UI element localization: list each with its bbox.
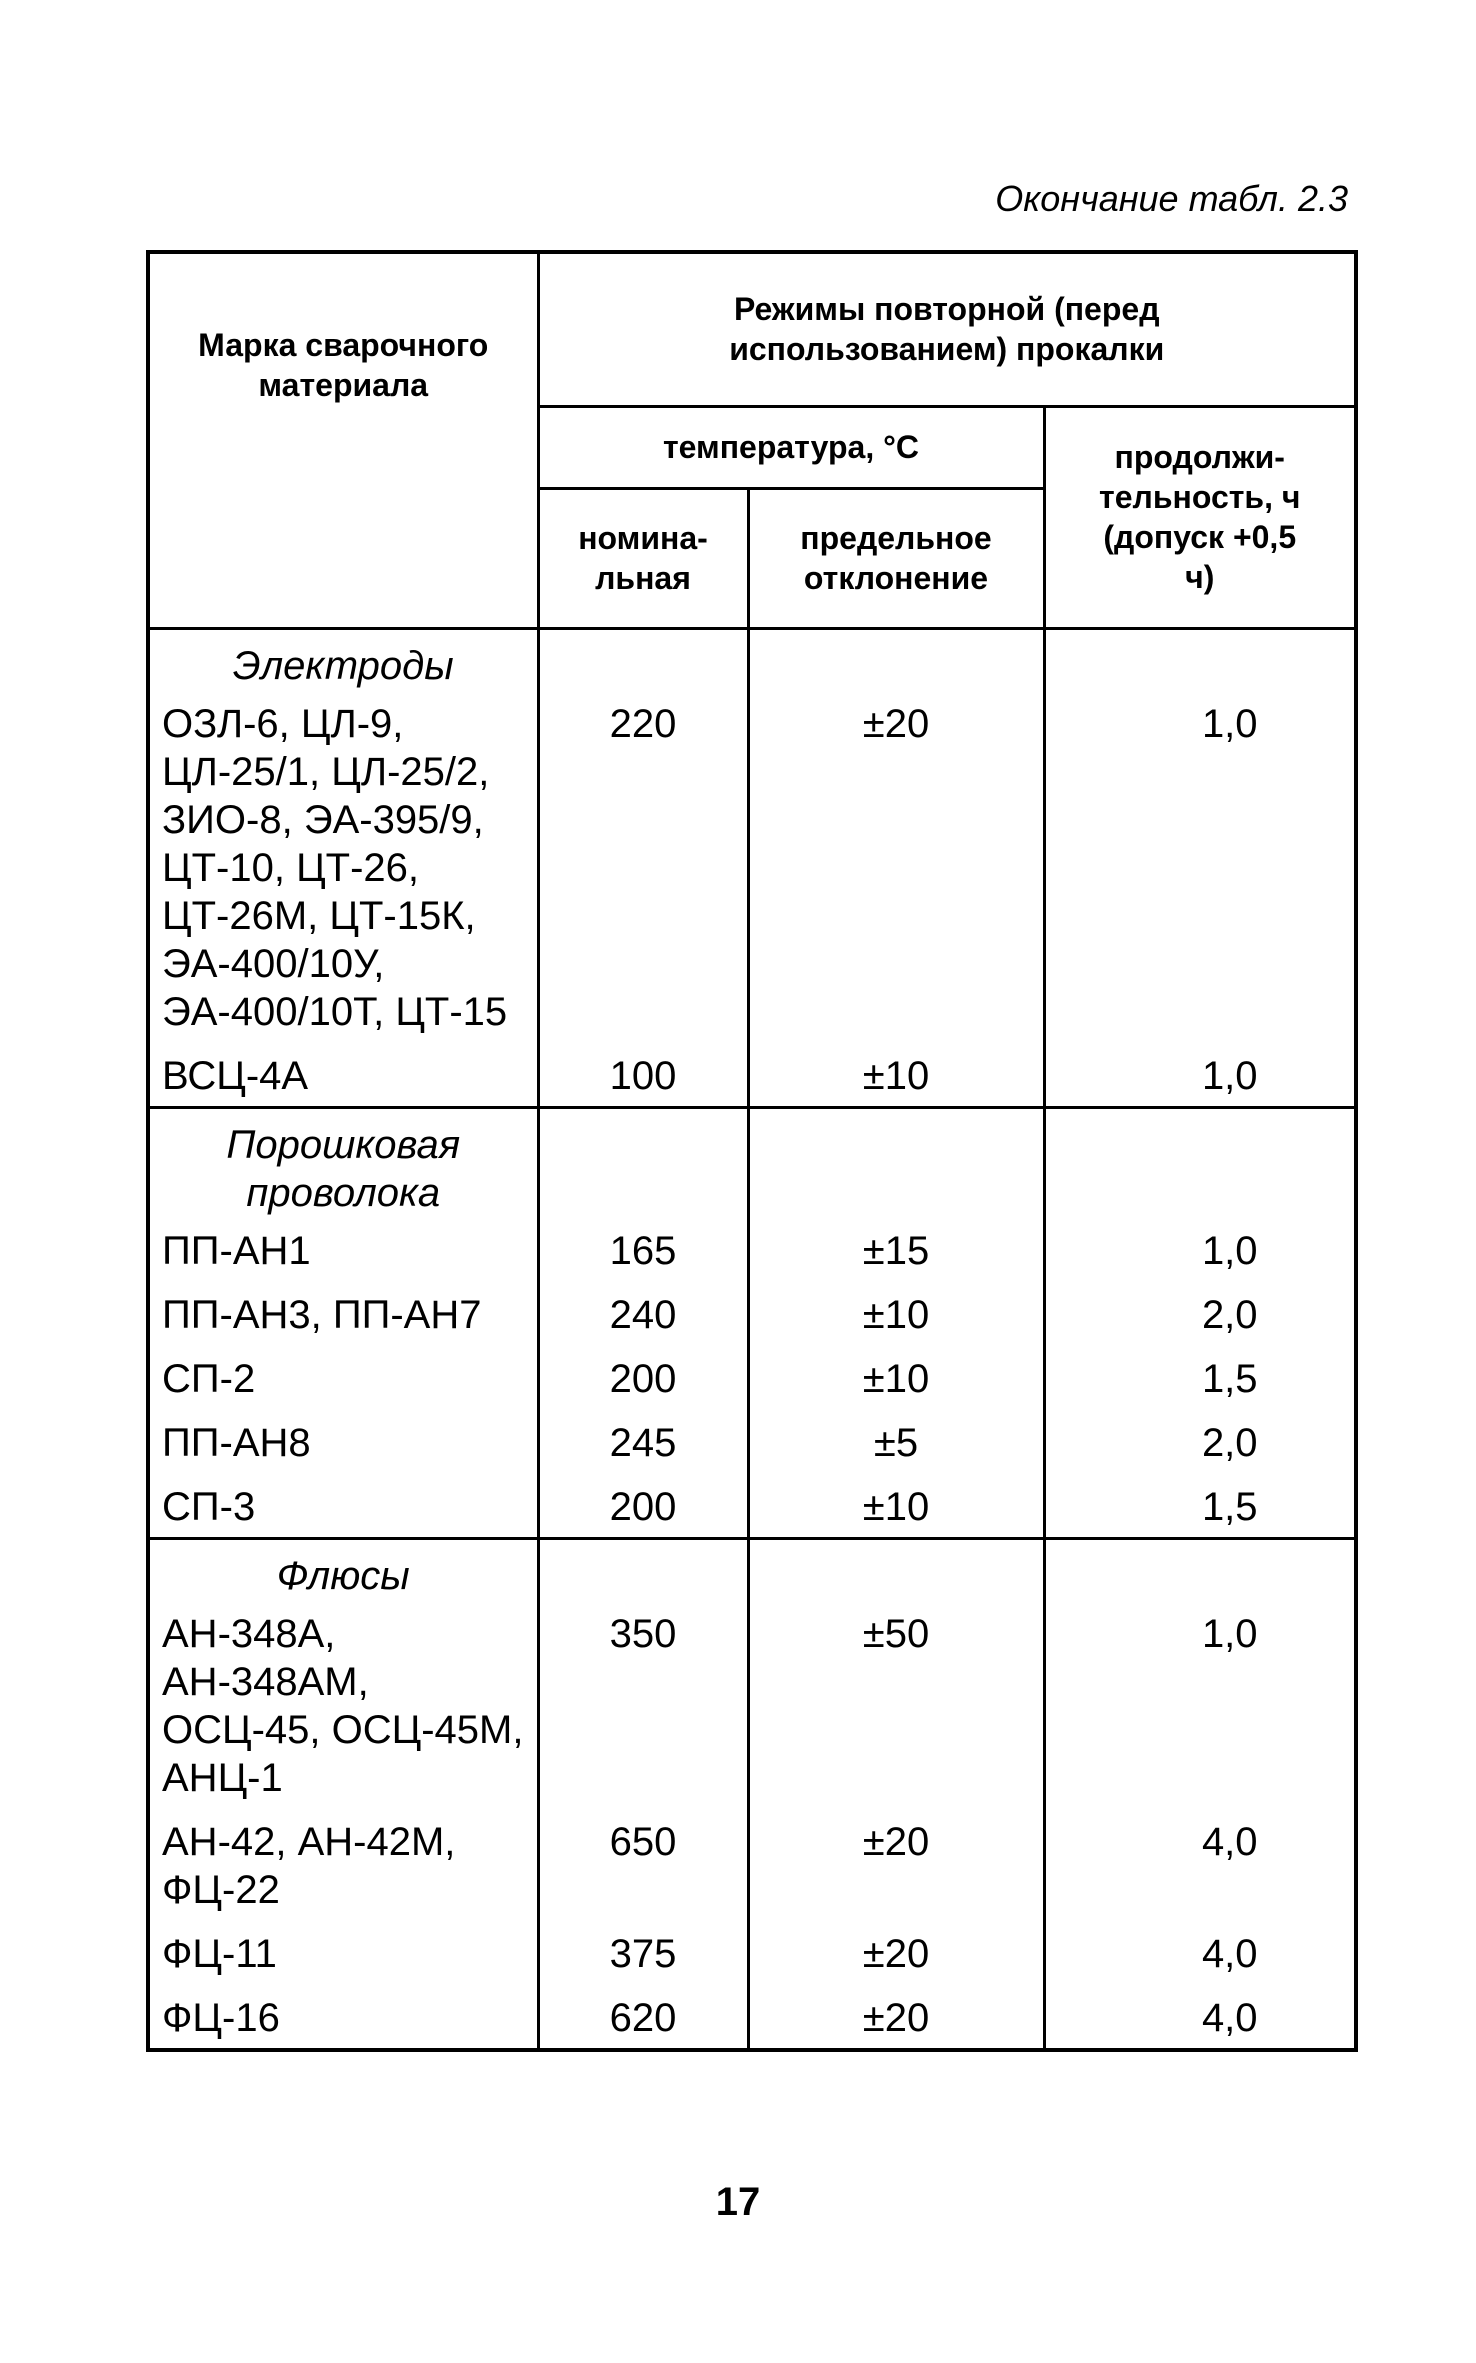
nominal-temperature-cell: 650: [538, 1808, 748, 1920]
duration-cell: 2,0: [1044, 1409, 1356, 1473]
material-name-cell: АН-42, АН-42М, ФЦ-22: [148, 1808, 538, 1920]
table-row: [148, 1042, 1356, 1108]
section-empty-cell: [538, 1107, 748, 1217]
duration-cell: 2,0: [1044, 1281, 1356, 1345]
material-name-cell: ПП-АН1: [148, 1217, 538, 1281]
header-deviation: предельное отклонение: [748, 488, 1044, 628]
section-empty-cell: [748, 628, 1044, 690]
nominal-temperature-cell: 200: [538, 1473, 748, 1539]
nominal-temperature-cell: 165: [538, 1217, 748, 1281]
page-number: 17: [715, 2180, 761, 2224]
table-row: [148, 1345, 1356, 1409]
deviation-cell: ±20: [748, 690, 1044, 1042]
header-nominal: номина-льная: [538, 488, 748, 628]
material-name-cell: ПП-АН8: [148, 1409, 538, 1473]
material-name-cell: ПП-АН3, ПП-АН7: [148, 1281, 538, 1345]
table-caption: Окончание табл. 2.3: [995, 178, 1348, 219]
section-empty-cell: [1044, 1538, 1356, 1600]
welding-materials-table: [146, 250, 1358, 2052]
duration-cell: 4,0: [1044, 1808, 1356, 1920]
material-name-cell: СП-2: [148, 1345, 538, 1409]
section-empty-cell: [538, 628, 748, 690]
duration-cell: 4,0: [1044, 1984, 1356, 2050]
table-row: [148, 1984, 1356, 2050]
header-material: Марка сварочного материала: [148, 252, 538, 628]
duration-cell: 1,5: [1044, 1473, 1356, 1539]
section-empty-cell: [538, 1538, 748, 1600]
table-body: [148, 628, 1356, 2050]
deviation-cell: ±5: [748, 1409, 1044, 1473]
section-empty-cell: [748, 1538, 1044, 1600]
table-row: [148, 1473, 1356, 1539]
material-name-cell: ФЦ-11: [148, 1920, 538, 1984]
section-empty-cell: [748, 1107, 1044, 1217]
deviation-cell: ±20: [748, 1808, 1044, 1920]
header-temperature: температура, °С: [538, 406, 1044, 488]
nominal-temperature-cell: 240: [538, 1281, 748, 1345]
table-row: [148, 1281, 1356, 1345]
section-row: [148, 1538, 1356, 1600]
section-row: [148, 1107, 1356, 1217]
deviation-cell: ±10: [748, 1281, 1044, 1345]
table-row: [148, 690, 1356, 1042]
material-name-cell: АН-348А, АН-348АМ, ОСЦ-45, ОСЦ-45М, АНЦ-1: [148, 1600, 538, 1808]
table-row: [148, 1217, 1356, 1281]
material-name-cell: ВСЦ-4А: [148, 1042, 538, 1108]
table-row: [148, 1808, 1356, 1920]
section-row: [148, 628, 1356, 690]
nominal-temperature-cell: 245: [538, 1409, 748, 1473]
nominal-temperature-cell: 620: [538, 1984, 748, 2050]
nominal-temperature-cell: 100: [538, 1042, 748, 1108]
section-title: Флюсы: [148, 1538, 538, 1600]
section-empty-cell: [1044, 1107, 1356, 1217]
deviation-cell: ±10: [748, 1473, 1044, 1539]
deviation-cell: ±10: [748, 1345, 1044, 1409]
duration-cell: 4,0: [1044, 1920, 1356, 1984]
duration-cell: 1,5: [1044, 1345, 1356, 1409]
table-row: [148, 1600, 1356, 1808]
header-duration: продолжи-тельность, ч (допуск +0,5 ч): [1044, 406, 1356, 628]
deviation-cell: ±20: [748, 1920, 1044, 1984]
material-name-cell: ОЗЛ-6, ЦЛ-9, ЦЛ-25/1, ЦЛ-25/2, ЗИО-8, ЭА-395/9, ЦТ-10, ЦТ-26, ЦТ-26М, ЦТ-15К, ЭА-400/10У, ЭА-400/10Т, ЦТ-15: [148, 690, 538, 1042]
section-title: Порошковая проволока: [148, 1107, 538, 1217]
duration-cell: 1,0: [1044, 1600, 1356, 1808]
duration-cell: 1,0: [1044, 1042, 1356, 1108]
section-empty-cell: [1044, 628, 1356, 690]
deviation-cell: ±20: [748, 1984, 1044, 2050]
deviation-cell: ±15: [748, 1217, 1044, 1281]
material-name-cell: ФЦ-16: [148, 1984, 538, 2050]
nominal-temperature-cell: 220: [538, 690, 748, 1042]
material-name-cell: СП-3: [148, 1473, 538, 1539]
header-modes: Режимы повторной (перед использованием) прокалки: [538, 252, 1356, 406]
duration-cell: 1,0: [1044, 1217, 1356, 1281]
nominal-temperature-cell: 200: [538, 1345, 748, 1409]
section-title: Электроды: [148, 628, 538, 690]
deviation-cell: ±50: [748, 1600, 1044, 1808]
deviation-cell: ±10: [748, 1042, 1044, 1108]
table-row: [148, 1920, 1356, 1984]
nominal-temperature-cell: 350: [538, 1600, 748, 1808]
nominal-temperature-cell: 375: [538, 1920, 748, 1984]
table-row: [148, 1409, 1356, 1473]
duration-cell: 1,0: [1044, 690, 1356, 1042]
